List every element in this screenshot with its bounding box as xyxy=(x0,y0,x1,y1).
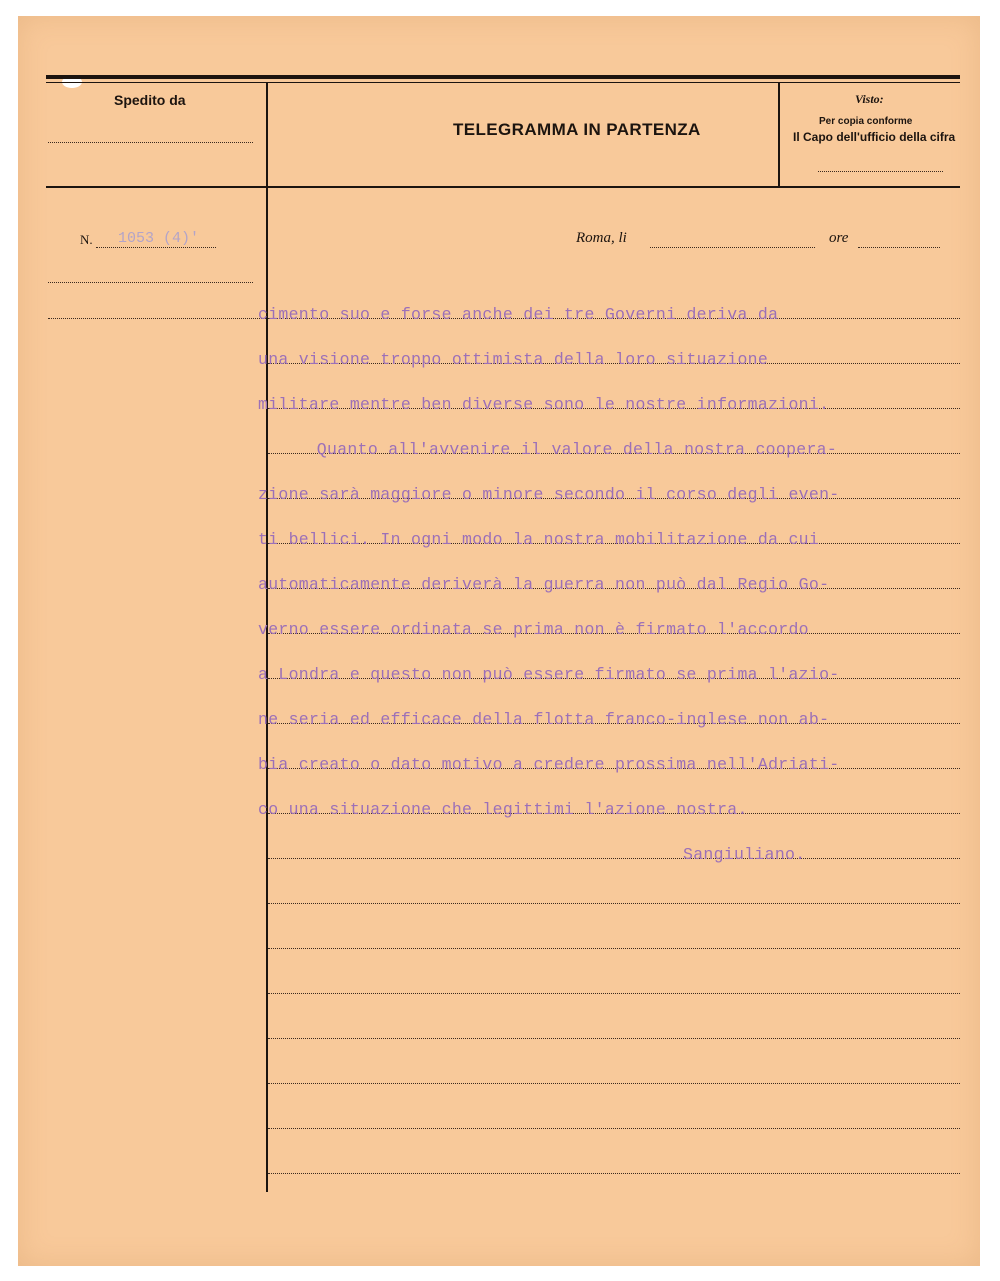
body-line: militare mentre ben diverse sono le nostre informazioni. xyxy=(258,395,830,414)
number-value: 1053 (4)' xyxy=(118,230,200,247)
ore-label: ore xyxy=(829,230,849,246)
body-line: a Londra e questo non può essere firmato se prima l'azio- xyxy=(258,665,840,684)
ruled-line xyxy=(268,1083,960,1084)
capo-label: Il Capo dell'ufficio della cifra xyxy=(793,130,956,144)
time-field xyxy=(858,247,940,248)
visto-field xyxy=(818,171,943,172)
number-field xyxy=(96,247,216,248)
header-rule xyxy=(46,186,960,188)
form-title: TELEGRAMMA IN PARTENZA xyxy=(453,120,701,139)
ruled-line xyxy=(268,858,960,859)
body-line: ti bellici. In ogni modo la nostra mobilitazione da cui xyxy=(258,530,820,549)
visto-label: Visto: xyxy=(855,92,884,106)
ruled-line xyxy=(268,1038,960,1039)
date-field xyxy=(650,247,815,248)
ruled-line xyxy=(268,1173,960,1174)
body-line: verno essere ordinata se prima non è firmato l'accordo xyxy=(258,620,809,639)
body-line: bia creato o dato motivo a credere prossima nell'Adriati- xyxy=(258,755,840,774)
body-line: co una situazione che legittimi l'azione nostra. xyxy=(258,800,748,819)
ruled-line xyxy=(268,903,960,904)
body-line: Quanto all'avvenire il valore della nostra coopera- xyxy=(276,440,838,459)
left-margin-line xyxy=(48,318,266,319)
roma-label: Roma, li xyxy=(576,230,627,246)
spedito-label: Spedito da xyxy=(114,92,186,108)
body-line: zione sarà maggiore o minore secondo il corso degli even- xyxy=(258,485,840,504)
body-line: ne seria ed efficace della flotta franco-inglese non ab- xyxy=(258,710,830,729)
top-thin-rule xyxy=(46,82,960,83)
copia-label: Per copia conforme xyxy=(819,116,913,127)
number-label: N. xyxy=(80,232,93,247)
telegram-form xyxy=(18,16,980,1266)
spedito-field xyxy=(48,142,253,143)
header-divider-right xyxy=(778,82,780,187)
ruled-line xyxy=(268,1128,960,1129)
ruled-line xyxy=(268,948,960,949)
left-field-2 xyxy=(48,282,253,283)
body-line: cimento suo e forse anche dei tre Governi deriva da xyxy=(258,305,779,324)
signature: Sangiuliano. xyxy=(683,845,806,864)
top-rule xyxy=(46,75,960,79)
ruled-line xyxy=(268,993,960,994)
body-line: automaticamente deriverà la guerra non può dal Regio Go- xyxy=(258,575,830,594)
body-line: una visione troppo ottimista della loro situazione xyxy=(258,350,769,369)
